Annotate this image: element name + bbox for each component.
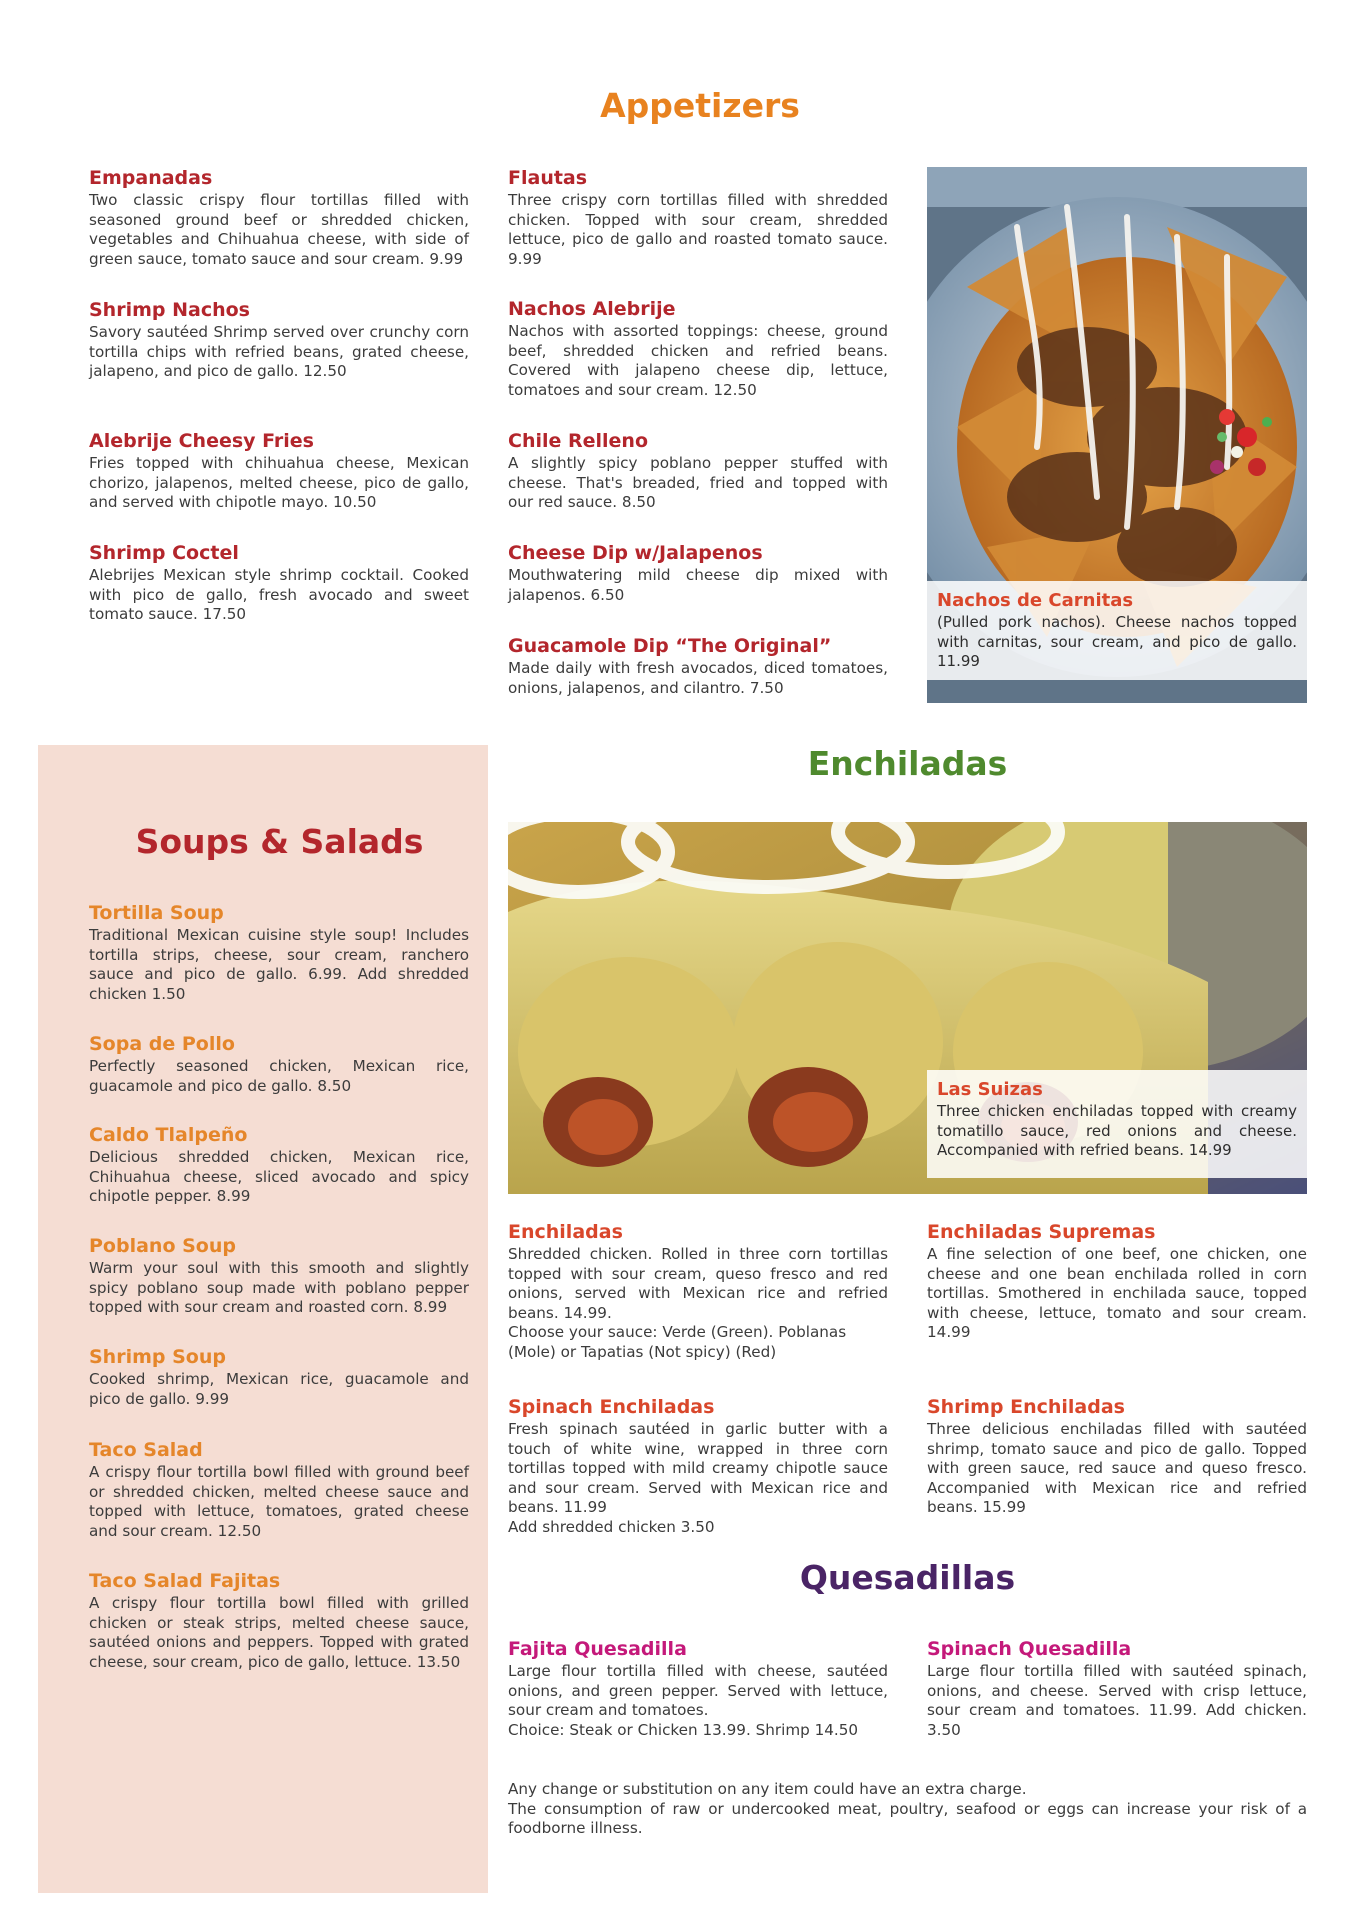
item-name: Spinach Quesadilla (927, 1638, 1132, 1660)
menu-disclaimer (508, 1780, 1307, 1839)
menu-item-poblano-soup (89, 1234, 469, 1318)
item-name: Taco Salad (89, 1439, 203, 1461)
menu-item-enchiladas-supremas (927, 1220, 1307, 1343)
appetizers-title: Appetizers (600, 86, 800, 125)
item-description: Shredded chicken. Rolled in three corn tortillas topped with sour cream, queso fresco and red onions, served with Mexican rice and refried beans. 14.99. (508, 1245, 888, 1322)
menu-item-alebrije-cheesy-fries (89, 429, 469, 513)
item-description: Large flour tortilla filled with cheese, sautéed onions, and green pepper. Served with lettuce, sour cream and tomatoes. (508, 1662, 888, 1720)
enchiladas-photo (508, 822, 1307, 1194)
item-description: Perfectly seasoned chicken, Mexican rice, guacamole and pico de gallo. 8.50 (89, 1057, 469, 1095)
item-description: Cooked shrimp, Mexican rice, guacamole and pico de gallo. 9.99 (89, 1370, 469, 1408)
menu-item-nachos-alebrije (508, 297, 888, 400)
menu-item-empanadas (89, 166, 469, 269)
menu-item-spinach-enchiladas (508, 1395, 888, 1538)
item-name: Guacamole Dip “The Original” (508, 635, 832, 657)
menu-item-taco-salad-fajitas (89, 1569, 469, 1672)
item-description: Savory sautéed Shrimp served over crunchy corn tortilla chips with refried beans, grated cheese, jalapeno, and pico de gallo. 12.50 (89, 323, 469, 381)
soups-salads-title: Soups & Salads (135, 822, 424, 861)
nachos-photo (927, 167, 1307, 703)
item-description: Three crispy corn tortillas filled with shredded chicken. Topped with sour cream, shredded lettuce, pico de gallo and roasted tomato sauce. 9.99 (508, 191, 888, 268)
menu-item-chile-relleno (508, 429, 888, 513)
feature-item-description: (Pulled pork nachos). Cheese nachos topped with carnitas, sour cream, and pico de gallo. 11.99 (937, 613, 1297, 671)
item-name: Spinach Enchiladas (508, 1396, 715, 1418)
menu-item-shrimp-coctel (89, 541, 469, 625)
menu-item-shrimp-enchiladas (927, 1395, 1307, 1518)
substitution-notice: Any change or substitution on any item could have an extra charge. (508, 1780, 1027, 1798)
item-description: Large flour tortilla filled with sautéed spinach, onions, and cheese. Served with crisp lettuce, sour cream and tomatoes. 11.99. Add chicken. 3.50 (927, 1662, 1307, 1739)
item-name: Cheese Dip w/Jalapenos (508, 542, 763, 564)
item-name: Alebrije Cheesy Fries (89, 430, 314, 452)
las-suizas-caption (927, 1070, 1307, 1178)
item-description: Warm your soul with this smooth and slightly spicy poblano soup made with poblano pepper topped with sour cream and roasted corn. 8.99 (89, 1259, 469, 1317)
item-description: Mouthwatering mild cheese dip mixed with jalapenos. 6.50 (508, 566, 888, 604)
menu-item-sopa-de-pollo (89, 1032, 469, 1096)
menu-item-fajita-quesadilla (508, 1637, 888, 1740)
item-name: Enchiladas Supremas (927, 1221, 1156, 1243)
item-name: Shrimp Soup (89, 1346, 226, 1368)
item-add-on: Add shredded chicken 3.50 (508, 1517, 715, 1536)
item-name: Poblano Soup (89, 1235, 236, 1257)
menu-item-flautas (508, 166, 888, 269)
food-safety-notice: The consumption of raw or undercooked meat, poultry, seafood or eggs can increase your risk of a foodborne illness. (508, 1799, 1307, 1838)
item-name: Fajita Quesadilla (508, 1638, 687, 1660)
item-description: Alebrijes Mexican style shrimp cocktail. Cooked with pico de gallo, fresh avocado and sweet tomato sauce. 17.50 (89, 566, 469, 624)
quesadillas-title: Quesadillas (799, 1558, 1016, 1597)
item-description: Made daily with fresh avocados, diced tomatoes, onions, jalapenos, and cilantro. 7.50 (508, 659, 888, 697)
enchiladas-title: Enchiladas (807, 744, 1008, 783)
menu-item-shrimp-nachos (89, 298, 469, 382)
menu-item-cheese-dip (508, 541, 888, 605)
item-name: Flautas (508, 167, 588, 189)
item-description: Fresh spinach sautéed in garlic butter with a touch of white wine, wrapped in three corn tortillas topped with mild creamy chipotle sauce and sour cream. Served with Mexican rice and beans. 11.99 (508, 1420, 888, 1517)
item-name: Enchiladas (508, 1221, 623, 1243)
item-name: Sopa de Pollo (89, 1033, 235, 1055)
menu-item-taco-salad (89, 1438, 469, 1541)
item-name: Caldo Tlalpeño (89, 1124, 248, 1146)
item-sauce-choice: Choose your sauce: Verde (Green). Poblanas (Mole) or Tapatias (Not spicy) (Red) (508, 1323, 847, 1361)
menu-item-tortilla-soup (89, 901, 469, 1004)
menu-item-guacamole-dip (508, 634, 888, 698)
item-description: Delicious shredded chicken, Mexican rice, Chihuahua cheese, sliced avocado and spicy chipotle pepper. 8.99 (89, 1148, 469, 1206)
item-name: Nachos Alebrije (508, 298, 676, 320)
menu-item-spinach-quesadilla (927, 1637, 1307, 1740)
item-name: Shrimp Nachos (89, 299, 250, 321)
nachos-caption (927, 581, 1307, 680)
item-description: Three delicious enchiladas filled with sautéed shrimp, tomato sauce and pico de gallo. Topped with green sauce, red sauce and queso fresco. Accompanied with Mexican rice and refried beans. 15.99 (927, 1420, 1307, 1517)
feature-item-name: Nachos de Carnitas (937, 590, 1134, 611)
feature-item-description: Three chicken enchiladas topped with creamy tomatillo sauce, red onions and cheese. Accompanied with refried beans. 14.99 (937, 1102, 1297, 1160)
item-description: Traditional Mexican cuisine style soup! Includes tortilla strips, cheese, sour cream, ranchero sauce and pico de gallo. 6.99. Add shredded chicken 1.50 (89, 926, 469, 1003)
item-description: Nachos with assorted toppings: cheese, ground beef, shredded chicken and refried beans. Covered with jalapeno cheese dip, lettuce, tomatoes and sour cream. 12.50 (508, 322, 888, 399)
item-name: Shrimp Coctel (89, 542, 239, 564)
item-description: A crispy flour tortilla bowl filled with ground beef or shredded chicken, melted cheese sauce and topped with lettuce, tomatoes, grated cheese and sour cream. 12.50 (89, 1463, 469, 1540)
item-description: Fries topped with chihuahua cheese, Mexican chorizo, jalapenos, melted cheese, pico de gallo, and served with chipotle mayo. 10.50 (89, 454, 469, 512)
feature-item-name: Las Suizas (937, 1079, 1043, 1100)
menu-item-enchiladas (508, 1220, 888, 1363)
menu-item-caldo-tlalpeno (89, 1123, 469, 1207)
menu-item-shrimp-soup (89, 1345, 469, 1409)
item-choice: Choice: Steak or Chicken 13.99. Shrimp 14.50 (508, 1720, 859, 1739)
item-name: Chile Relleno (508, 430, 649, 452)
item-name: Taco Salad Fajitas (89, 1570, 281, 1592)
item-description: A slightly spicy poblano pepper stuffed with cheese. That's breaded, fried and topped with our red sauce. 8.50 (508, 454, 888, 512)
item-name: Empanadas (89, 167, 213, 189)
item-name: Tortilla Soup (89, 902, 224, 924)
item-description: A fine selection of one beef, one chicken, one cheese and one bean enchilada rolled in corn tortillas. Smothered in enchilada sauce, topped with cheese, lettuce, tomato and sour cream. 14.99 (927, 1245, 1307, 1342)
item-name: Shrimp Enchiladas (927, 1396, 1125, 1418)
item-description: A crispy flour tortilla bowl filled with grilled chicken or steak strips, melted cheese sauce, sautéed onions and peppers. Topped with grated cheese, sour cream, pico de gallo, lettuce. 13.50 (89, 1594, 469, 1671)
item-description: Two classic crispy flour tortillas filled with seasoned ground beef or shredded chicken, vegetables and Chihuahua cheese, with side of green sauce, tomato sauce and sour cream. 9.99 (89, 191, 469, 268)
